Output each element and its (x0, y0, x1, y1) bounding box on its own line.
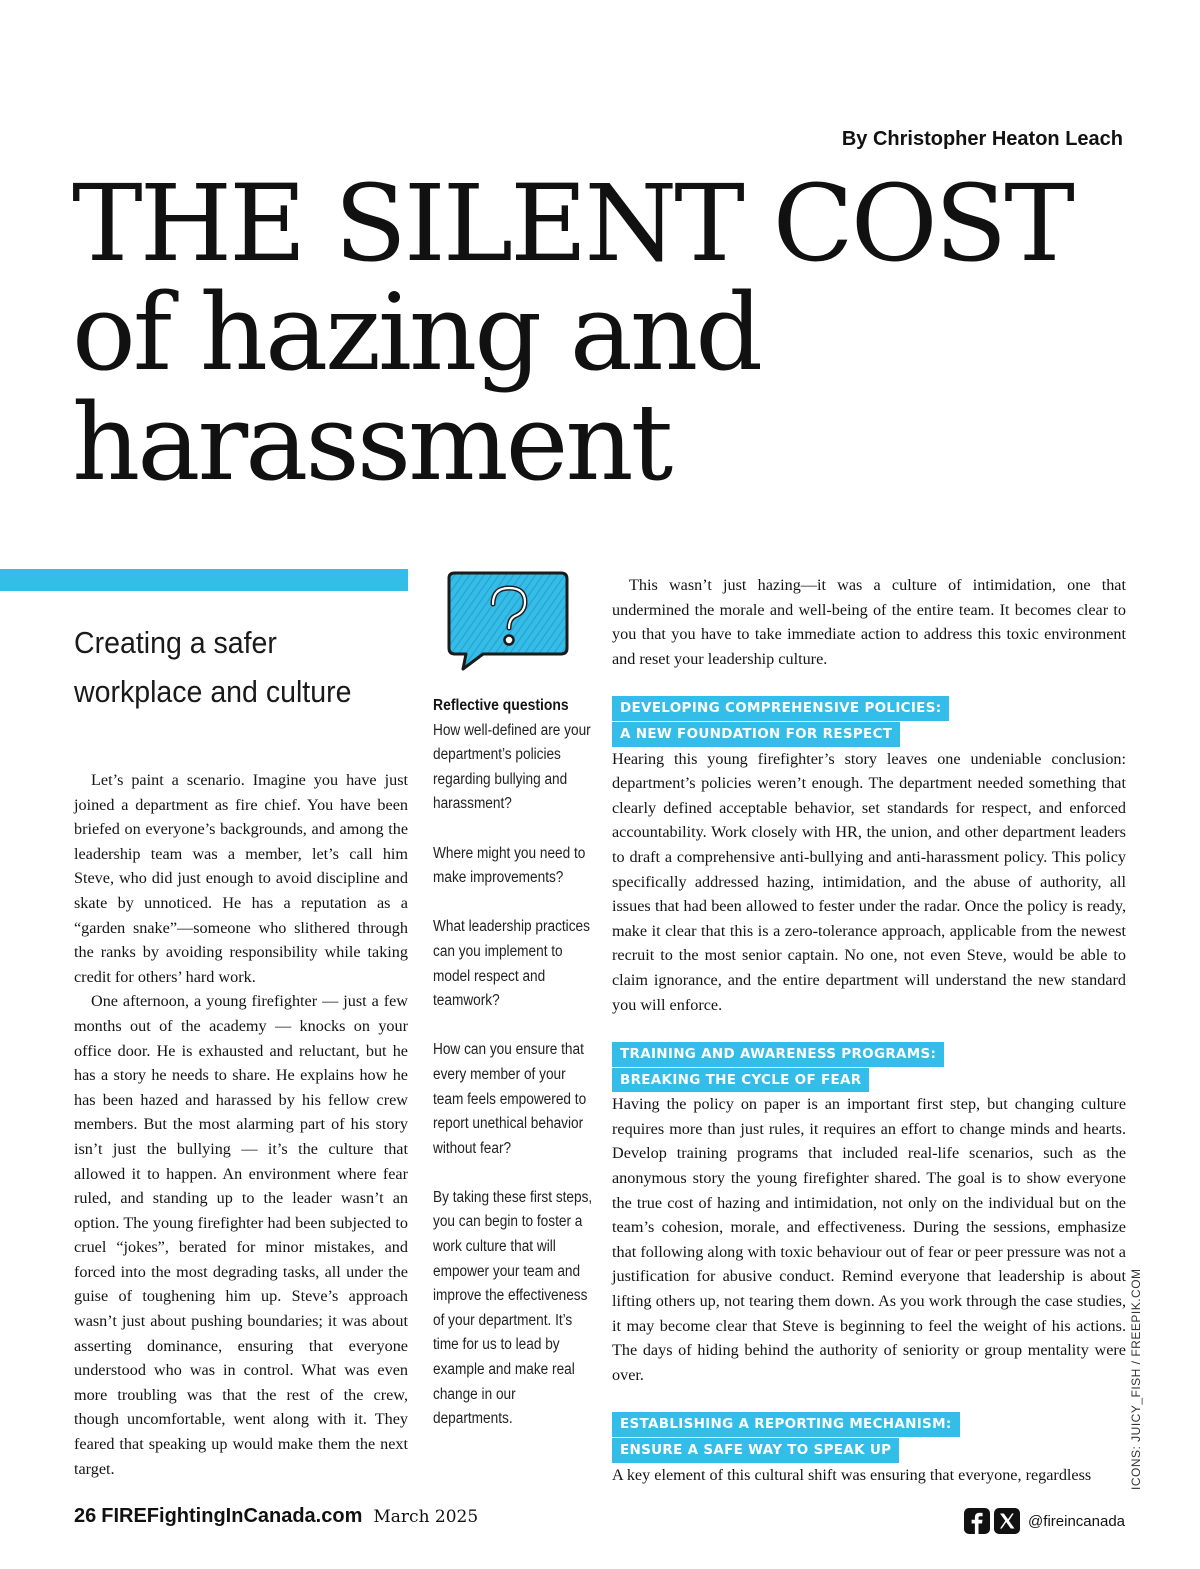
sidebar-closing: By taking these first steps, you can begin to foster a work culture that will empower your team and improve the effectiveness of your department. It’s time for us to lead by example and make real change in our departments. (433, 1188, 593, 1428)
headline-line-3: harassment (72, 381, 671, 504)
site-link[interactable]: FIREFightingInCanada.com (101, 1505, 363, 1527)
question-bubble-icon (443, 570, 571, 672)
sidebar-title: Reflective questions (433, 697, 569, 714)
sidebar-question: How well-defined are your department’s policies regarding bullying and harassment? (433, 721, 591, 813)
article-column-1 (74, 768, 408, 1481)
section-heading-line: DEVELOPING COMPREHENSIVE POLICIES: (612, 696, 949, 721)
section-heading-reporting (612, 1411, 1126, 1462)
paragraph: A key element of this cultural shift was ensuring that everyone, regardless (612, 1465, 1092, 1484)
paragraph: Let’s paint a scenario. Imagine you have just joined a department as fire chief. You have been briefed on everyone’s backgrounds, and among the leadership team was a member, let’s call him Steve, who did just enough to avoid discipline and skate by unnoticed. He has a reputation as a “garden snake”—someone who slithered through the ranks by avoiding responsibility while taking credit for others’ hard work. (74, 771, 408, 986)
paragraph: Having the policy on paper is an important first step, but changing culture requires more than just rules, it requires an effort to change minds and hearts. Develop training programs that included real-life scenarios, such as the anonymous story the young firefighter shared. The goal is to show everyone the true cost of hazing and intimidation, not only on the individual but on the team’s cohesion, morale, and effectiveness. During the sessions, emphasize that following along with toxic behaviour out of fear or peer pressure was not a justification for abusive conduct. Remind everyone that leadership is about lifting others up, not tearing them down. As you work through the case studies, it may become clear that Steve is beginning to feel the weight of his actions. The days of hiding behind the authority of seniority or group mentality were over. (612, 1095, 1126, 1384)
section-heading-line: ESTABLISHING A REPORTING MECHANISM: (612, 1412, 960, 1437)
reflective-questions-sidebar (433, 570, 598, 1456)
x-icon[interactable] (994, 1508, 1020, 1534)
section-heading-policies (612, 695, 1126, 746)
article-column-2 (612, 573, 1126, 1487)
section-heading-line: TRAINING AND AWARENESS PROGRAMS: (612, 1042, 944, 1067)
sidebar-questions (433, 719, 596, 1432)
paragraph: One afternoon, a young firefighter — just a few months out of the academy — knocks on your office door. He is exhausted and reluctant, but he has a story he needs to share. He explains how he has been hazed and harassed by his fellow crew members. But the most alarming part of his story isn’t just the bullying — it’s the culture that allowed it to happen. An environment where fear ruled, and standing up to the leader wasn’t an option. The young firefighter had been subjected to cruel “jokes”, berated for minor mistakes, and forced into the most degrading tasks, all under the guise of toughening him up. Steve’s approach wasn’t just about pushing boundaries; it was about asserting dominance, ensuring that everyone understood who was in control. What was even more troubling was that the rest of the crew, though uncomfortable, went along with it. They feared that speaking up would make them the next target. (74, 992, 408, 1478)
subtitle: Creating a safer workplace and culture (74, 625, 352, 709)
paragraph: This wasn’t just hazing—it was a culture of intimidation, one that undermined the morale and well-being of the entire team. It becomes clear to you that you have to take immediate action to address this toxic environment and reset your leadership culture. (612, 576, 1126, 668)
facebook-icon[interactable] (964, 1508, 990, 1534)
image-credit: ICONS: JUICY_FISH / FREEPIK.COM (1129, 1268, 1143, 1490)
byline: By Christopher Heaton Leach (841, 128, 1123, 150)
accent-bar (0, 569, 408, 591)
paragraph: Hearing this young firefighter’s story leaves one undeniable conclusion: department’s policies weren’t enough. The department needed something that clearly defined acceptable behavior, set standards for respect, and enforced accountability. Work closely with HR, the union, and other department leaders to draft a comprehensive anti-bullying and anti-harassment policy. This policy specifically addressed hazing, intimidation, and the abuse of authority, all issues that had been allowed to fester under the radar. Once the policy is ready, make it clear that this is a zero-tolerance approach, applicable from the newest recruit to the most senior captain. No one, not even Steve, would be able to claim ignorance, and the entire department will understand the new standard you will enforce. (612, 749, 1126, 1014)
sidebar-question: Where might you need to make improvements? (433, 844, 586, 887)
sidebar-question: How can you ensure that every member of your team feels empowered to report unethical behavior without fear? (433, 1041, 587, 1157)
section-heading-training (612, 1041, 1126, 1092)
section-heading-line: BREAKING THE CYCLE OF FEAR (612, 1068, 869, 1093)
issue-date: March 2025 (373, 1507, 479, 1527)
headline (72, 162, 1152, 504)
footer-folio (74, 1505, 478, 1528)
headline-line-1: THE SILENT COST (72, 162, 1072, 285)
section-heading-line: ENSURE A SAFE WAY TO SPEAK UP (612, 1438, 899, 1463)
headline-line-2: of hazing and (72, 271, 761, 394)
section-heading-line: A NEW FOUNDATION FOR RESPECT (612, 722, 900, 747)
sidebar-question: What leadership practices can you implement to model respect and teamwork? (433, 918, 590, 1010)
social-handle[interactable]: @fireincanada (1028, 1512, 1125, 1530)
page-number: 26 (74, 1505, 97, 1527)
footer-social (964, 1508, 1125, 1534)
